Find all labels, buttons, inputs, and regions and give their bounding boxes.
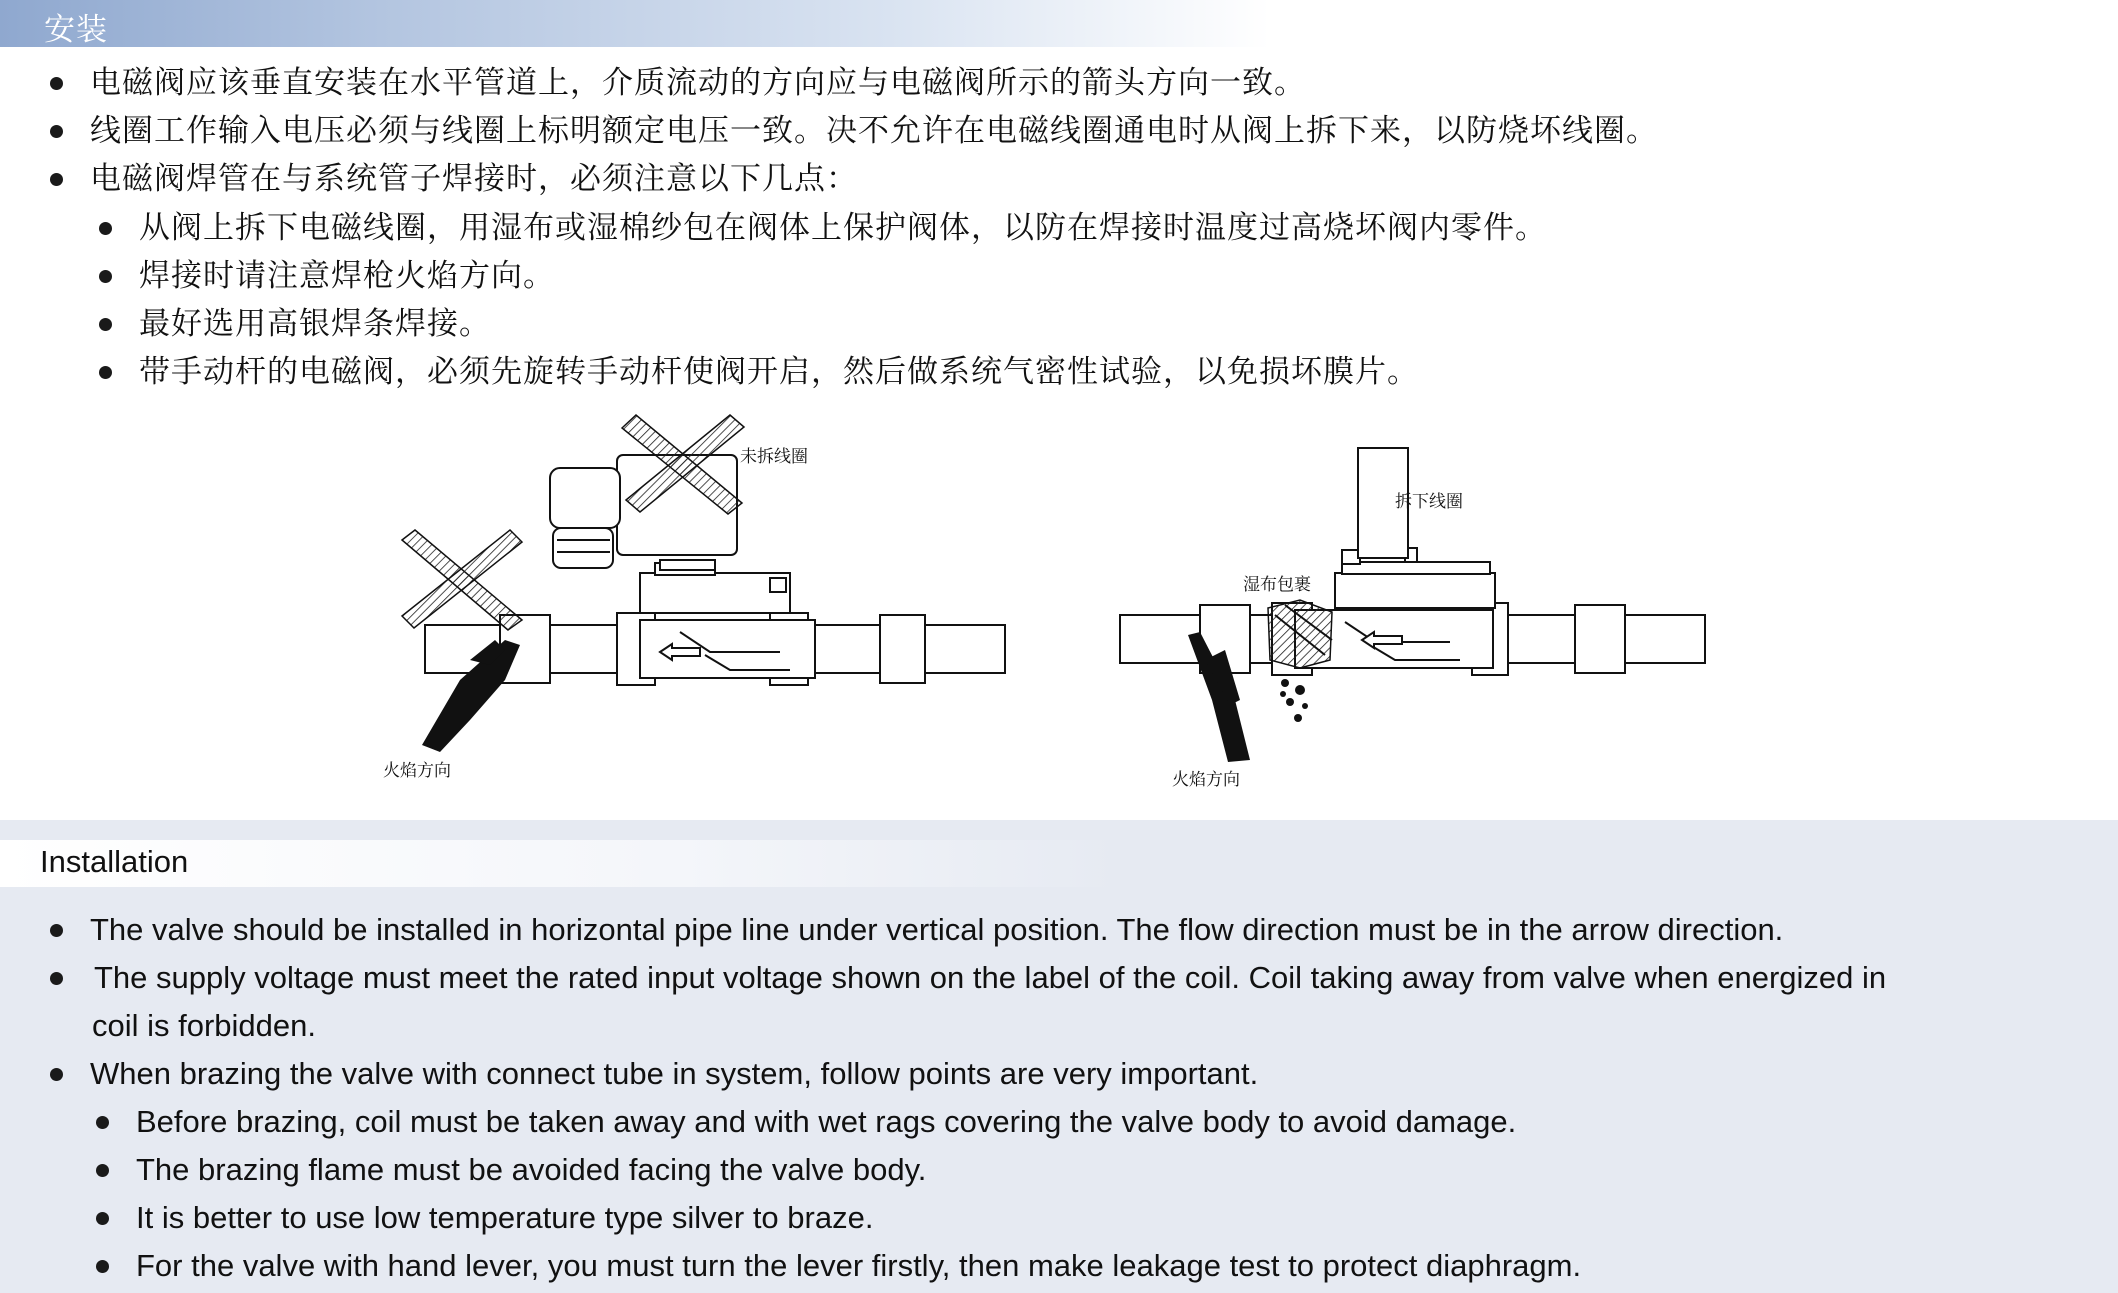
bullet-dot bbox=[50, 1068, 63, 1081]
bullet-dot bbox=[99, 270, 112, 283]
installation-figure bbox=[0, 400, 2118, 820]
cn-subitem-4: 带手动杆的电磁阀，必须先旋转手动杆使阀开启，然后做系统气密性试验，以免损坏膜片。 bbox=[139, 354, 1419, 390]
right-flame-label: 火焰方向 bbox=[1172, 770, 1240, 790]
left-coil-label: 未拆线圈 bbox=[740, 447, 808, 467]
prohibited-x-icon bbox=[402, 530, 522, 630]
section-title-cn: 安装 bbox=[44, 12, 108, 48]
bullet-dot bbox=[50, 77, 63, 90]
right-coil-label: 拆下线圈 bbox=[1395, 492, 1463, 512]
en-subitem-3: It is better to use low temperature type silver to braze. bbox=[136, 1200, 874, 1235]
bullet-dot bbox=[96, 1212, 109, 1225]
section-header-cn bbox=[0, 0, 1270, 47]
cn-subitem-3: 最好选用高银焊条焊接。 bbox=[139, 306, 491, 342]
bullet-dot bbox=[99, 366, 112, 379]
cn-subitem-1: 从阀上拆下电磁线圈，用湿布或湿棉纱包在阀体上保护阀体，以防在焊接时温度过高烧坏阀内零件。 bbox=[139, 210, 1547, 246]
right-wrap-label: 湿布包裹 bbox=[1243, 575, 1311, 595]
bullet-dot bbox=[50, 125, 63, 138]
en-item-1: The valve should be installed in horizontal pipe line under vertical position. The flow direction must be in the arrow direction. bbox=[90, 912, 1784, 947]
cn-item-3: 电磁阀焊管在与系统管子焊接时，必须注意以下几点： bbox=[90, 161, 858, 197]
bullet-dot bbox=[96, 1116, 109, 1129]
en-subitem-2: The brazing flame must be avoided facing the valve body. bbox=[136, 1152, 927, 1187]
english-section bbox=[0, 820, 2118, 1293]
en-item-3: When brazing the valve with connect tube in system, follow points are very important. bbox=[90, 1056, 1259, 1091]
cn-item-2: 线圈工作输入电压必须与线圈上标明额定电压一致。决不允许在电磁线圈通电时从阀上拆下来，以防烧坏线圈。 bbox=[90, 113, 1658, 149]
bullet-dot bbox=[50, 924, 63, 937]
left-flame-label: 火焰方向 bbox=[383, 761, 451, 781]
en-subitem-4: For the valve with hand lever, you must turn the lever firstly, then make leakage test to protect diaphragm. bbox=[136, 1248, 1582, 1283]
bullet-dot bbox=[50, 972, 63, 985]
bullet-dot bbox=[99, 222, 112, 235]
right-valve-drawing bbox=[1120, 448, 1705, 675]
section-header-en bbox=[0, 840, 1125, 887]
section-title-en: Installation bbox=[40, 844, 189, 879]
bullet-dot bbox=[96, 1164, 109, 1177]
bullet-dot bbox=[50, 173, 63, 186]
en-item-2-continued: coil is forbidden. bbox=[92, 1008, 317, 1043]
bullet-dot bbox=[99, 318, 112, 331]
en-item-2: The supply voltage must meet the rated input voltage shown on the label of the coil. Coil taking away from valve when energized in bbox=[94, 960, 1887, 995]
wet-rag-icon bbox=[1268, 600, 1332, 722]
cn-subitem-2: 焊接时请注意焊枪火焰方向。 bbox=[139, 258, 555, 294]
bullet-dot bbox=[96, 1260, 109, 1273]
en-subitem-1: Before brazing, coil must be taken away and with wet rags covering the valve body to avoid damage. bbox=[136, 1104, 1517, 1139]
cn-item-1: 电磁阀应该垂直安装在水平管道上，介质流动的方向应与电磁阀所示的箭头方向一致。 bbox=[90, 65, 1306, 101]
